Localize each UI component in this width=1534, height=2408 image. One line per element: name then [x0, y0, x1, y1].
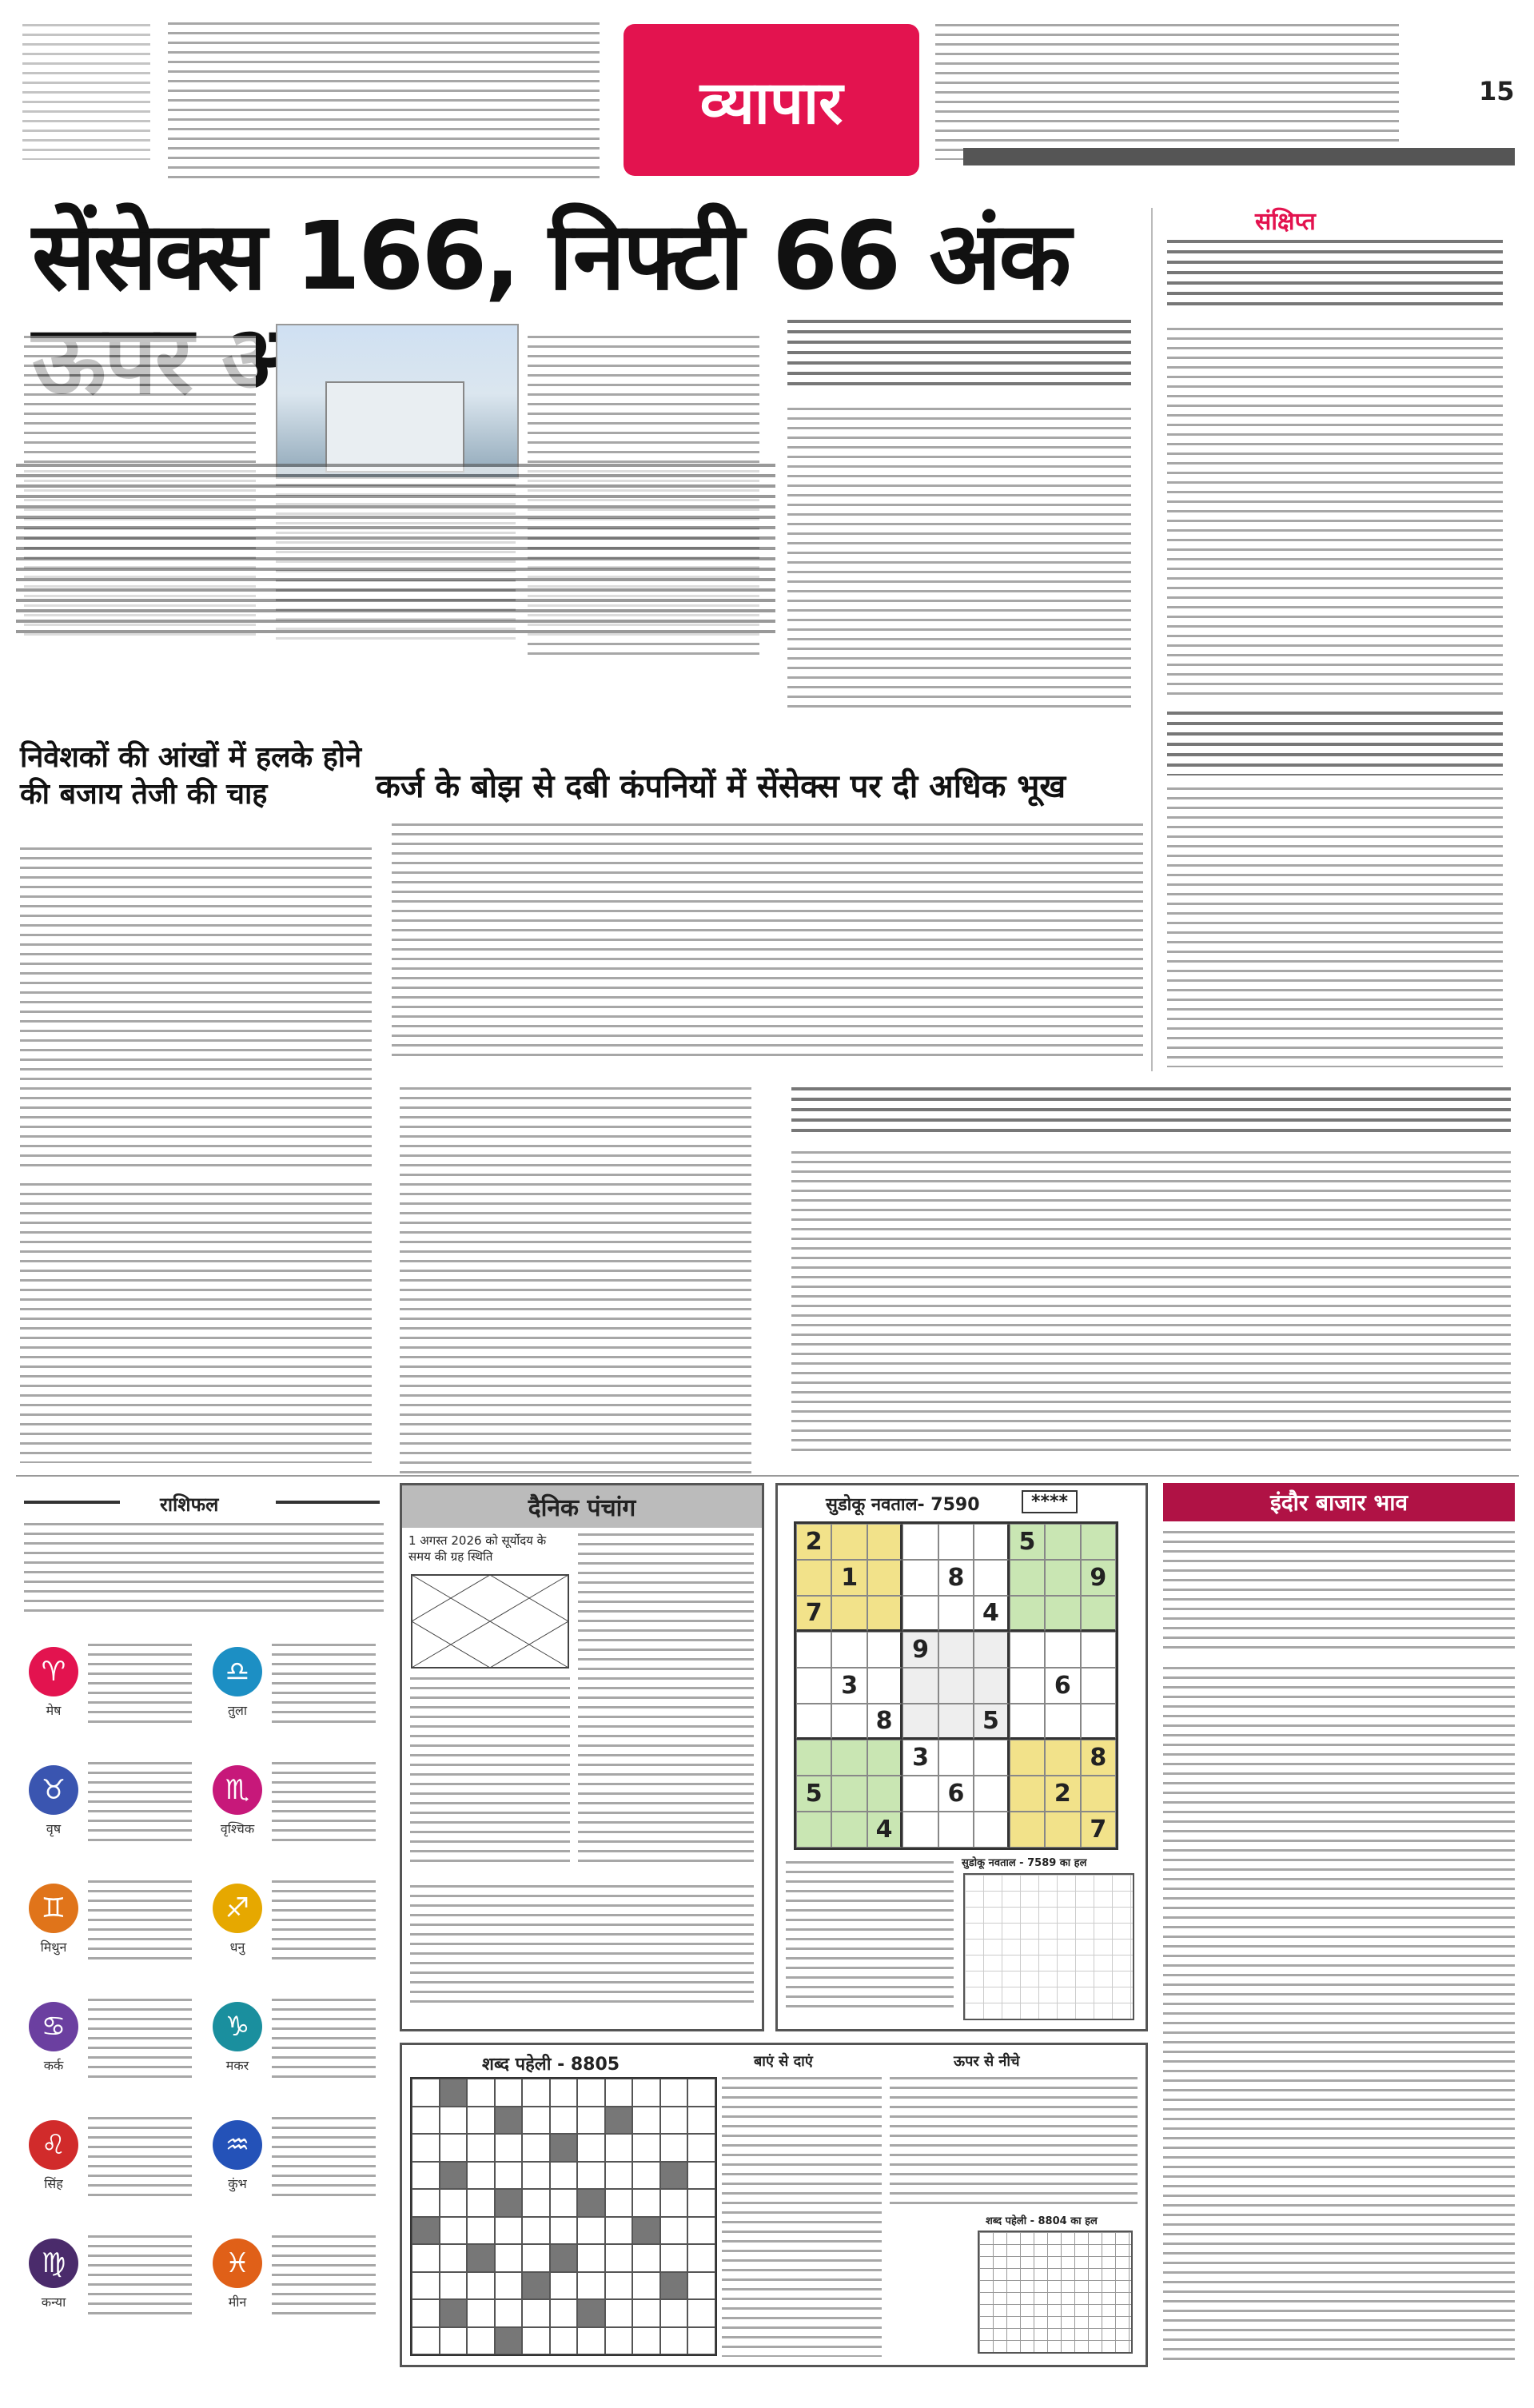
rashi-text: [88, 1880, 192, 1960]
sudoku-cell: [796, 1740, 831, 1776]
crossword-cell[interactable]: [550, 2299, 578, 2327]
overlay-headline-block: [16, 464, 775, 640]
crossword-cell[interactable]: [440, 2299, 468, 2327]
crossword-cell[interactable]: [467, 2162, 495, 2190]
sudoku-solution-title: सुडोकू नवताल - 7589 का हल: [962, 1857, 1087, 1869]
crossword-cell[interactable]: [632, 2162, 660, 2190]
market-photo: [276, 324, 519, 479]
sudoku-cell: [1010, 1596, 1045, 1632]
sudoku-cell: 4: [974, 1596, 1009, 1632]
sudoku-cell: [938, 1524, 974, 1560]
rashi-entry: [208, 1757, 384, 1869]
sudoku-cell: [938, 1704, 974, 1740]
crossword-cell[interactable]: [687, 2189, 715, 2217]
crossword-cell[interactable]: [495, 2134, 523, 2162]
crossword-cell[interactable]: [660, 2244, 688, 2272]
crossword-cell[interactable]: [605, 2189, 633, 2217]
crossword-cell[interactable]: [522, 2299, 550, 2327]
sudoku-cell: [902, 1776, 938, 1812]
rashi-text: [88, 1762, 192, 1842]
sudoku-cell: [867, 1740, 902, 1776]
sudoku-cell: 3: [831, 1668, 867, 1704]
crossword-cell[interactable]: [660, 2272, 688, 2300]
sudoku-cell: [1045, 1632, 1080, 1668]
crossword-cell[interactable]: [577, 2134, 605, 2162]
lower-story-headline: निवेशकों की आंखों में हलके होने की बजाय तेजी की चाह: [20, 741, 362, 811]
crossword-cell[interactable]: [412, 2134, 440, 2162]
rashi-name: मिथुन: [40, 1940, 67, 1955]
leo-icon: ♌: [29, 2120, 78, 2170]
crossword-cell[interactable]: [577, 2162, 605, 2190]
panchang-right-text: [578, 1533, 754, 1869]
crossword-cell[interactable]: [495, 2189, 523, 2217]
sudoku-cell: 5: [1010, 1524, 1045, 1560]
rashi-name: सिंह: [44, 2176, 63, 2191]
rashi-name: धनु: [229, 1940, 245, 1955]
rashi-entry: [208, 2231, 384, 2342]
sudoku-cell: [1010, 1560, 1045, 1596]
crossword-cell[interactable]: [467, 2079, 495, 2107]
panchang-title: दैनिक पंचांग: [402, 1485, 762, 1528]
sudoku-cell: [796, 1668, 831, 1704]
crossword-cell[interactable]: [632, 2299, 660, 2327]
rashi-entry: [24, 1994, 200, 2106]
right-lower-body: [791, 1151, 1511, 1455]
sudoku-grid: [794, 1521, 1118, 1850]
crossword-solution-title: शब्द पहेली - 8804 का हल: [986, 2215, 1098, 2227]
rashi-text: [272, 2117, 376, 2197]
crossword-cell[interactable]: [632, 2189, 660, 2217]
crossword-cell[interactable]: [550, 2162, 578, 2190]
rashifal-title: राशिफल: [160, 1493, 219, 1516]
sudoku-cell: [938, 1596, 974, 1632]
crossword-cell[interactable]: [632, 2134, 660, 2162]
brief-body: [1167, 328, 1503, 696]
sudoku-cell: [1081, 1704, 1116, 1740]
sudoku-cell: [938, 1740, 974, 1776]
crossword-cell[interactable]: [632, 2272, 660, 2300]
crossword-cell[interactable]: [577, 2107, 605, 2135]
sudoku-cell: [938, 1668, 974, 1704]
sudoku-cell: [1081, 1524, 1116, 1560]
rashi-name: कन्या: [41, 2294, 66, 2310]
sudoku-cell: [902, 1524, 938, 1560]
crossword-cell[interactable]: [550, 2134, 578, 2162]
rashi-entry: [208, 1994, 384, 2106]
sudoku-cell: [1081, 1668, 1116, 1704]
capricorn-icon: ♑: [213, 2002, 262, 2051]
crossword-cell[interactable]: [632, 2107, 660, 2135]
crossword-cell[interactable]: [440, 2189, 468, 2217]
indore-title-bar: [1163, 1483, 1515, 1521]
sudoku-cell: 1: [831, 1560, 867, 1596]
crossword-cell[interactable]: [467, 2107, 495, 2135]
rashifal-grid: [24, 1639, 384, 2358]
crossword-cell[interactable]: [522, 2244, 550, 2272]
sudoku-cell: [902, 1596, 938, 1632]
sudoku-cell: [867, 1596, 902, 1632]
scorpio-icon: ♏: [213, 1765, 262, 1815]
sudoku-cell: [867, 1776, 902, 1812]
sudoku-cell: [831, 1740, 867, 1776]
crossword-cell[interactable]: [495, 2327, 523, 2355]
sudoku-cell: [831, 1596, 867, 1632]
rashi-entry: [24, 1639, 200, 1751]
crossword-cell[interactable]: [495, 2107, 523, 2135]
sudoku-cell: [938, 1812, 974, 1848]
sudoku-cell: 7: [1081, 1812, 1116, 1848]
crossword-cell[interactable]: [440, 2079, 468, 2107]
brief-headline-block: [1167, 240, 1503, 312]
page-number: 15: [1479, 76, 1515, 106]
crossword-down-clues: [890, 2077, 1138, 2205]
indore-title: इंदौर बाजार भाव: [1269, 1489, 1408, 1516]
section-title: व्यापार: [624, 24, 919, 176]
masthead-bar: [963, 148, 1515, 165]
crossword-cell[interactable]: [467, 2217, 495, 2245]
crossword-cell[interactable]: [687, 2299, 715, 2327]
rashi-name: वृष: [46, 1821, 62, 1836]
crossword-cell[interactable]: [522, 2079, 550, 2107]
virgo-icon: ♍: [29, 2239, 78, 2288]
sudoku-cell: 8: [1081, 1740, 1116, 1776]
crossword-cell[interactable]: [577, 2079, 605, 2107]
sudoku-cell: [974, 1668, 1009, 1704]
sudoku-cell: [831, 1632, 867, 1668]
cancer-icon: ♋: [29, 2002, 78, 2051]
crossword-cell[interactable]: [577, 2299, 605, 2327]
rashi-entry: [24, 1876, 200, 1987]
rashi-text: [272, 1762, 376, 1842]
rashi-entry: [24, 1757, 200, 1869]
sudoku-box: [775, 1483, 1148, 2031]
crossword-cell[interactable]: [495, 2217, 523, 2245]
main-headline: सेंसेक्स 166, निफ्टी 66 अंक: [32, 201, 1070, 311]
crossword-cell[interactable]: [467, 2327, 495, 2355]
sudoku-cell: [974, 1740, 1009, 1776]
sudoku-cell: [796, 1560, 831, 1596]
sudoku-cell: [1010, 1740, 1045, 1776]
crossword-cell[interactable]: [605, 2217, 633, 2245]
sudoku-cell: [796, 1812, 831, 1848]
sudoku-cell: 6: [938, 1776, 974, 1812]
sudoku-cell: [796, 1632, 831, 1668]
crossword-cell[interactable]: [577, 2217, 605, 2245]
crossword-cell[interactable]: [467, 2299, 495, 2327]
crossword-cell[interactable]: [687, 2134, 715, 2162]
rashi-entry: [208, 2112, 384, 2224]
crossword-cell[interactable]: [550, 2272, 578, 2300]
rashi-text: [272, 1880, 376, 1960]
sagittarius-icon: ♐: [213, 1884, 262, 1933]
crossword-cell[interactable]: [687, 2327, 715, 2355]
libra-icon: ♎: [213, 1647, 262, 1696]
sudoku-cell: 8: [938, 1560, 974, 1596]
crossword-cell[interactable]: [522, 2107, 550, 2135]
sudoku-cell: [902, 1560, 938, 1596]
crossword-cell[interactable]: [687, 2162, 715, 2190]
sudoku-cell: [1010, 1776, 1045, 1812]
lower-text-band: [20, 1183, 372, 1463]
crossword-cell[interactable]: [522, 2217, 550, 2245]
crossword-cell[interactable]: [495, 2162, 523, 2190]
rashi-name: कर्क: [43, 2058, 64, 2073]
sudoku-cell: [1010, 1704, 1045, 1740]
rashi-name: मेष: [46, 1703, 62, 1718]
crossword-cell[interactable]: [412, 2107, 440, 2135]
sudoku-cell: [831, 1524, 867, 1560]
crossword-cell[interactable]: [440, 2107, 468, 2135]
crossword-cell[interactable]: [550, 2107, 578, 2135]
crossword-cell[interactable]: [632, 2079, 660, 2107]
taurus-icon: ♉: [29, 1765, 78, 1815]
crossword-solution-grid: [978, 2231, 1133, 2354]
sudoku-cell: [867, 1560, 902, 1596]
crossword-cell[interactable]: [550, 2079, 578, 2107]
sudoku-cell: [974, 1524, 1009, 1560]
sudoku-cell: 5: [974, 1704, 1009, 1740]
crossword-cell[interactable]: [522, 2134, 550, 2162]
crossword-cell[interactable]: [412, 2327, 440, 2355]
sudoku-cell: [1010, 1668, 1045, 1704]
crossword-title: शब्द पहेली - 8805: [482, 2055, 620, 2075]
crossword-cell[interactable]: [577, 2327, 605, 2355]
crossword-cell[interactable]: [660, 2327, 688, 2355]
crossword-cell[interactable]: [660, 2162, 688, 2190]
sudoku-cell: [1045, 1560, 1080, 1596]
crossword-cell[interactable]: [632, 2244, 660, 2272]
crossword-cell[interactable]: [605, 2079, 633, 2107]
pisces-icon: ♓: [213, 2239, 262, 2288]
crossword-cell[interactable]: [687, 2107, 715, 2135]
crossword-cell[interactable]: [467, 2134, 495, 2162]
crossword-cell[interactable]: [522, 2162, 550, 2190]
crossword-cell[interactable]: [467, 2244, 495, 2272]
sudoku-difficulty: ****: [1022, 1490, 1078, 1513]
sudoku-cell: 9: [1081, 1560, 1116, 1596]
middle-story-headline: [787, 320, 1131, 392]
indore-rates: [1163, 1667, 1515, 2362]
sudoku-cell: [1010, 1812, 1045, 1848]
crossword-cell[interactable]: [687, 2217, 715, 2245]
rashi-name: मकर: [225, 2058, 249, 2073]
crossword-cell[interactable]: [660, 2107, 688, 2135]
rashi-text: [88, 1644, 192, 1724]
crossword-cell[interactable]: [577, 2272, 605, 2300]
crossword-cell[interactable]: [687, 2079, 715, 2107]
crossword-cell[interactable]: [412, 2189, 440, 2217]
lower-story-body-2: [400, 1087, 751, 1479]
crossword-box: [400, 2043, 1148, 2367]
sudoku-cell: [1045, 1596, 1080, 1632]
sudoku-cell: 8: [867, 1704, 902, 1740]
sudoku-cell: [1045, 1740, 1080, 1776]
crossword-cell[interactable]: [632, 2217, 660, 2245]
sudoku-cell: [867, 1524, 902, 1560]
column-divider: [1151, 208, 1153, 1071]
crossword-cell[interactable]: [632, 2327, 660, 2355]
brief-body-2: [1167, 787, 1503, 1067]
gemini-icon: ♊: [29, 1884, 78, 1933]
rashifal-title-rule: [24, 1501, 120, 1504]
crossword-cell[interactable]: [495, 2079, 523, 2107]
rashi-text: [272, 1644, 376, 1724]
crossword-cell[interactable]: [605, 2327, 633, 2355]
sudoku-cell: 6: [1045, 1668, 1080, 1704]
sudoku-title: सुडोकू नवताल- 7590: [826, 1495, 980, 1515]
panchang-table: [410, 1677, 570, 1869]
masthead-teaser-text: [168, 22, 600, 182]
indore-intro: [1163, 1531, 1515, 1651]
rashi-entry: [208, 1639, 384, 1751]
rashi-text: [272, 2235, 376, 2315]
sudoku-cell: 5: [796, 1776, 831, 1812]
crossword-cell[interactable]: [550, 2244, 578, 2272]
rashi-text: [88, 2235, 192, 2315]
rashi-entry: [208, 1876, 384, 1987]
sudoku-cell: [1045, 1812, 1080, 1848]
sudoku-rules: [786, 1861, 954, 2013]
sudoku-cell: 7: [796, 1596, 831, 1632]
middle-story-body: [787, 408, 1131, 712]
sudoku-cell: [974, 1776, 1009, 1812]
crossword-cell[interactable]: [660, 2217, 688, 2245]
sudoku-cell: [1045, 1524, 1080, 1560]
masthead-logo-block: [22, 24, 158, 168]
crossword-cell[interactable]: [605, 2107, 633, 2135]
rashi-name: मीन: [228, 2294, 247, 2310]
sudoku-cell: [1045, 1704, 1080, 1740]
rashi-text: [272, 1999, 376, 2079]
crossword-cell[interactable]: [550, 2189, 578, 2217]
crossword-cell[interactable]: [522, 2189, 550, 2217]
sudoku-cell: [796, 1704, 831, 1740]
crossword-cell[interactable]: [440, 2217, 468, 2245]
panchang-box: [400, 1483, 764, 2031]
rashi-entry: [24, 2112, 200, 2224]
rashi-name: वृश्चिक: [220, 1821, 255, 1836]
crossword-cell[interactable]: [412, 2272, 440, 2300]
crossword-cell[interactable]: [440, 2162, 468, 2190]
sudoku-cell: 2: [796, 1524, 831, 1560]
sudoku-cell: [831, 1776, 867, 1812]
masthead-right-teaser: [935, 24, 1399, 160]
choghadiya-table: [410, 1885, 754, 2005]
sudoku-cell: [867, 1632, 902, 1668]
sudoku-cell: [938, 1632, 974, 1668]
crossword-cell[interactable]: [495, 2272, 523, 2300]
rashi-entry: [24, 2231, 200, 2342]
crossword-cell[interactable]: [412, 2244, 440, 2272]
rashi-text: [88, 1999, 192, 2079]
rashifal-intro: [24, 1523, 384, 1619]
crossword-cell[interactable]: [522, 2327, 550, 2355]
crossword-cell[interactable]: [605, 2272, 633, 2300]
crossword-cell[interactable]: [660, 2299, 688, 2327]
rashifal-title-rule-2: [276, 1501, 380, 1504]
sudoku-cell: [974, 1812, 1009, 1848]
sudoku-cell: [974, 1632, 1009, 1668]
crossword-cell[interactable]: [660, 2079, 688, 2107]
sudoku-cell: [831, 1704, 867, 1740]
side-story-body: [392, 823, 1143, 1063]
crossword-across-title: बाएं से दाएं: [754, 2053, 813, 2070]
sudoku-cell: [902, 1812, 938, 1848]
crossword-cell[interactable]: [550, 2217, 578, 2245]
crossword-cell[interactable]: [412, 2079, 440, 2107]
crossword-cell[interactable]: [412, 2162, 440, 2190]
rashi-name: तुला: [227, 1703, 248, 1718]
sudoku-cell: [902, 1668, 938, 1704]
crossword-cell[interactable]: [687, 2244, 715, 2272]
sudoku-cell: [1081, 1596, 1116, 1632]
sudoku-cell: 3: [902, 1740, 938, 1776]
crossword-cell[interactable]: [687, 2272, 715, 2300]
rashi-text: [88, 2117, 192, 2197]
aries-icon: ♈: [29, 1647, 78, 1696]
crossword-cell[interactable]: [660, 2189, 688, 2217]
crossword-cell[interactable]: [605, 2299, 633, 2327]
sudoku-cell: 4: [867, 1812, 902, 1848]
sudoku-cell: [974, 1560, 1009, 1596]
crossword-cell[interactable]: [412, 2299, 440, 2327]
sudoku-cell: 9: [902, 1632, 938, 1668]
sudoku-solution-grid: [963, 1873, 1134, 2020]
crossword-cell[interactable]: [440, 2244, 468, 2272]
sudoku-cell: [831, 1812, 867, 1848]
side-story-headline: कर्ज के बोझ से दबी कंपनियों में सेंसेक्स पर दी अधिक भूख: [376, 768, 1066, 805]
brief-label: संक्षिप्त: [1255, 208, 1316, 236]
crossword-cell[interactable]: [550, 2327, 578, 2355]
crossword-across-clues: [722, 2077, 882, 2357]
section-separator: [16, 1475, 1519, 1477]
right-lower-headline: [791, 1087, 1511, 1135]
crossword-cell[interactable]: [467, 2189, 495, 2217]
panchang-date-line: 1 अगस्त 2026 को सूर्योदय के समय की ग्रह स्थिति: [408, 1533, 547, 1564]
crossword-cell[interactable]: [605, 2162, 633, 2190]
sudoku-cell: [1081, 1776, 1116, 1812]
crossword-cell[interactable]: [577, 2244, 605, 2272]
aquarius-icon: ♒: [213, 2120, 262, 2170]
brief-headline-2: [1167, 712, 1503, 775]
sudoku-cell: [1010, 1632, 1045, 1668]
crossword-cell[interactable]: [605, 2134, 633, 2162]
crossword-cell[interactable]: [495, 2244, 523, 2272]
crossword-grid: [410, 2077, 717, 2356]
sudoku-cell: [1081, 1632, 1116, 1668]
crossword-cell[interactable]: [412, 2217, 440, 2245]
crossword-cell[interactable]: [467, 2272, 495, 2300]
crossword-cell[interactable]: [660, 2134, 688, 2162]
crossword-cell[interactable]: [577, 2189, 605, 2217]
crossword-down-title: ऊपर से नीचे: [954, 2053, 1020, 2070]
sudoku-cell: 2: [1045, 1776, 1080, 1812]
crossword-cell[interactable]: [440, 2327, 468, 2355]
crossword-cell[interactable]: [440, 2272, 468, 2300]
crossword-cell[interactable]: [440, 2134, 468, 2162]
crossword-cell[interactable]: [522, 2272, 550, 2300]
lower-story-body: [20, 847, 372, 1167]
crossword-cell[interactable]: [605, 2244, 633, 2272]
rashi-name: कुंभ: [228, 2176, 247, 2191]
kundali-chart: [410, 1573, 570, 1669]
crossword-cell[interactable]: [495, 2299, 523, 2327]
sudoku-cell: [902, 1704, 938, 1740]
sudoku-cell: [867, 1668, 902, 1704]
